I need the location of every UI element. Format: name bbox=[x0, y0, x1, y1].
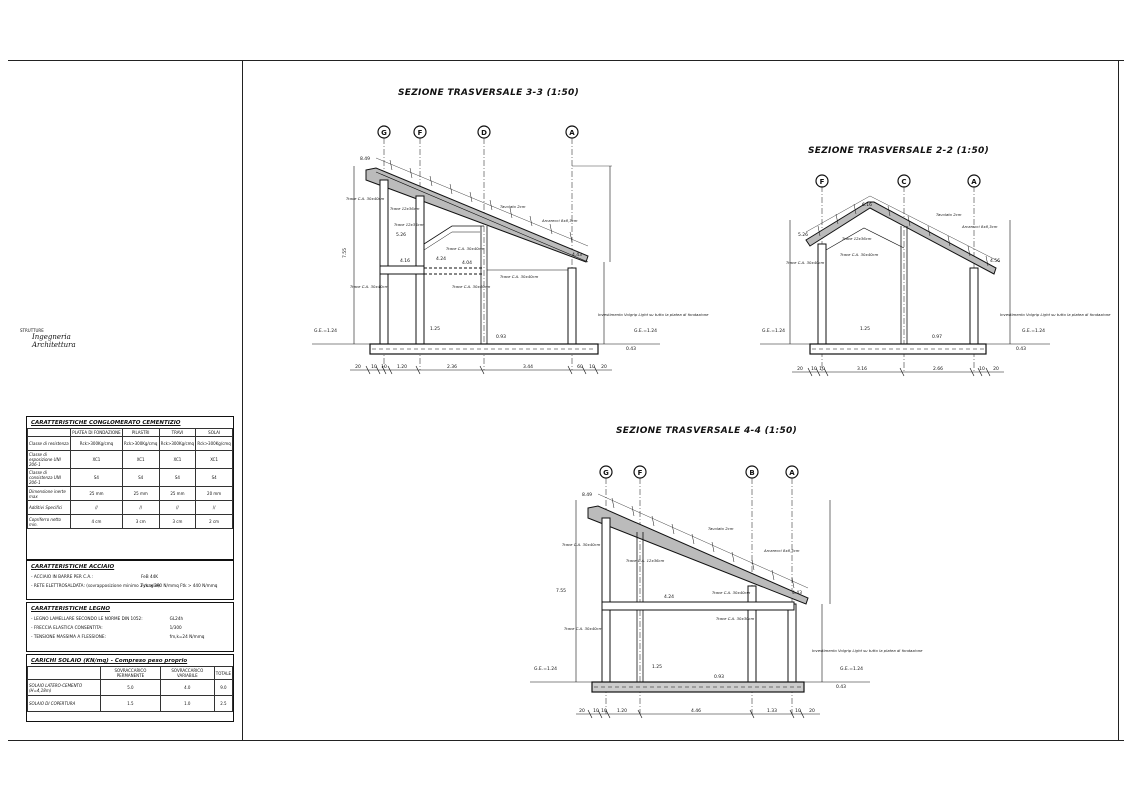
height-label: 4.43 bbox=[572, 253, 583, 258]
member-label: Trave C.A. 30x40cm bbox=[452, 284, 491, 289]
ground-elevation: G.E.=1.24 bbox=[762, 329, 785, 334]
dim-text: 20 bbox=[809, 709, 815, 714]
section-4-4-drawing bbox=[530, 466, 870, 718]
loads-col-header: TOTALE bbox=[214, 667, 232, 680]
steel-spec-line bbox=[27, 572, 233, 581]
member-label: Trave C.A. 30x40cm bbox=[562, 542, 601, 547]
member-label: Trave C.A. 30x40cm bbox=[346, 196, 385, 201]
axis-label: D bbox=[481, 129, 487, 137]
cls-cell: // bbox=[71, 501, 123, 515]
member-label: Trave 12x36cm bbox=[390, 206, 420, 211]
member-label: Trave C.A. 30x40cm bbox=[446, 246, 485, 251]
dim-text: 10 bbox=[589, 365, 595, 370]
cls-cell: 25 mm bbox=[122, 487, 159, 501]
member-label: Trave 12x36cm bbox=[842, 236, 872, 241]
dim-text: 60 bbox=[577, 365, 583, 370]
section-4-4-title: SEZIONE TRASVERSALE 4-4 (1:50) bbox=[616, 426, 797, 436]
height-label: 7.55 bbox=[343, 247, 348, 258]
member-label: Trave C.A. 30x40cm bbox=[712, 590, 751, 595]
cls-col-header bbox=[28, 429, 71, 437]
member-label: Trave C.A. 30x40cm bbox=[840, 252, 879, 257]
dim-text: 10 bbox=[819, 367, 825, 372]
section-2-2-drawing bbox=[760, 175, 1050, 376]
cls-cell: 3 cm bbox=[122, 515, 159, 529]
cls-cell: Rck>300Kg/cmq bbox=[122, 437, 159, 451]
spec-key: - FRECCIA ELASTICA CONSENTITA: bbox=[31, 625, 103, 630]
loads-spec-title: CARICHI SOLAIO (KN/mq) - Compreso peso proprio bbox=[31, 658, 188, 664]
member-label: Arcarecci 8x8,3cm bbox=[962, 224, 998, 229]
dim-text: 20 bbox=[355, 365, 361, 370]
loads-spec-box bbox=[26, 654, 234, 722]
height-label: 6.16 bbox=[862, 203, 873, 208]
member-label: Tavolato 2cm bbox=[500, 204, 526, 209]
cls-cell: 3 cm bbox=[159, 515, 196, 529]
cls-cell: S4 bbox=[196, 469, 233, 487]
loads-cell: 9.0 bbox=[214, 680, 232, 696]
height-label: 4.56 bbox=[990, 259, 1001, 264]
cls-col-header: PILASTRI bbox=[122, 429, 159, 437]
spec-key: - RETE ELETTROSALDATA: (sovrapposizione minimo 2 maglie) bbox=[31, 583, 160, 588]
cls-cell: XC1 bbox=[122, 451, 159, 469]
cls-row-label: Classe di resistenza bbox=[28, 437, 71, 451]
wood-spec-box bbox=[26, 602, 234, 652]
loads-spec-table bbox=[27, 666, 233, 712]
spec-key: - ACCIAIO IN BARRE PER C.A.: bbox=[31, 574, 93, 579]
section-3-3-drawing bbox=[312, 126, 660, 374]
loads-cell: 5.0 bbox=[101, 680, 161, 696]
member-label: Trave C.A. 30x40cm bbox=[786, 260, 825, 265]
cls-cell: XC1 bbox=[159, 451, 196, 469]
cls-row-label: Classe di consistenza UNI 206-1 bbox=[28, 469, 71, 487]
wood-spec-title: CARATTERISTICHE LEGNO bbox=[31, 606, 111, 612]
cls-col-header: TRAVI bbox=[159, 429, 196, 437]
height-label: 0.93 bbox=[496, 335, 507, 340]
spec-value: FeB 44K bbox=[141, 574, 159, 579]
cls-cell: 2 cm bbox=[196, 515, 233, 529]
height-label: 4.16 bbox=[400, 259, 411, 264]
dim-text: 10 bbox=[371, 365, 377, 370]
cls-col-header: SOLAI bbox=[196, 429, 233, 437]
cls-cell: // bbox=[122, 501, 159, 515]
section-2-2-title: SEZIONE TRASVERSALE 2-2 (1:50) bbox=[808, 146, 989, 156]
section-3-3-title: SEZIONE TRASVERSALE 3-3 (1:50) bbox=[398, 88, 579, 98]
member-label: Trave C.A. 30x40cm bbox=[500, 274, 539, 279]
dim-text: 10 bbox=[601, 709, 607, 714]
dim-text: 10 bbox=[381, 365, 387, 370]
axis-label: G bbox=[381, 129, 387, 137]
member-label: Investimento Volgrip Light su tutto la platea di fondazione bbox=[1000, 312, 1111, 317]
height-label: 4.24 bbox=[664, 595, 675, 600]
steel-spec-title: CARATTERISTICHE ACCIAIO bbox=[31, 564, 115, 570]
steel-spec-line bbox=[27, 581, 233, 590]
height-label: 1.25 bbox=[652, 665, 663, 670]
member-label: Tavolato 2cm bbox=[708, 526, 734, 531]
height-label: 8.49 bbox=[582, 493, 593, 498]
ground-elevation: G.E.=1.24 bbox=[634, 329, 657, 334]
height-label: 4.04 bbox=[462, 261, 473, 266]
spec-key: - LEGNO LAMELLARE SECONDO LE NORME DIN 1052: bbox=[31, 616, 143, 621]
axis-label: A bbox=[971, 178, 977, 186]
member-label: Investimento Volgrip Light su tutto la platea di fondazione bbox=[812, 648, 923, 653]
axis-label: A bbox=[789, 469, 795, 477]
spec-value: Fyk > 390 N/mmq Ftk > 440 N/mmq bbox=[141, 583, 218, 588]
height-label: 0.43 bbox=[836, 685, 847, 690]
cls-cell: Rck>300Kg/cmq bbox=[71, 437, 123, 451]
wood-spec-line bbox=[27, 632, 233, 641]
height-label: 5.26 bbox=[798, 233, 809, 238]
member-label: Investimento Volgrip Light su tutto la platea di fondazione bbox=[598, 312, 709, 317]
dim-text: 10 bbox=[593, 709, 599, 714]
ground-elevation: G.E.=1.24 bbox=[534, 667, 557, 672]
loads-col-header bbox=[28, 667, 101, 680]
height-label: 5.26 bbox=[396, 233, 407, 238]
height-label: 7.55 bbox=[556, 589, 567, 594]
cls-row-label: Additivi Specifici bbox=[28, 501, 71, 515]
axis-label: F bbox=[819, 178, 825, 186]
height-label: 4.43 bbox=[792, 591, 803, 596]
member-label: Trave C.A. 30x40cm bbox=[564, 626, 603, 631]
ground-elevation: G.E.=1.24 bbox=[1022, 329, 1045, 334]
dim-text: 1.20 bbox=[396, 365, 408, 370]
dim-text: 20 bbox=[601, 365, 607, 370]
firm-logo-line1: Ingegneria bbox=[32, 333, 71, 341]
cls-cell: // bbox=[159, 501, 196, 515]
steel-spec-box bbox=[26, 560, 234, 600]
height-label: 1.25 bbox=[430, 327, 441, 332]
loads-col-header: SOVRACCARICO PERMANENTE bbox=[101, 667, 161, 680]
ground-elevation: G.E.=1.24 bbox=[314, 329, 337, 334]
cls-spec-table bbox=[27, 428, 233, 529]
member-label: Trave C.A. 30x30cm bbox=[716, 616, 755, 621]
cls-cell: Rck>300Kg/cmq bbox=[159, 437, 196, 451]
dim-text: 4.46 bbox=[690, 709, 702, 714]
loads-col-header: SOVRACCARICO VARIABILE bbox=[160, 667, 214, 680]
cls-row-label: Dimensione inerte max bbox=[28, 487, 71, 501]
firm-logo-line2: Architettura bbox=[32, 341, 76, 349]
axis-label: F bbox=[637, 469, 643, 477]
cls-cell: Rck>300Kg/cmq bbox=[196, 437, 233, 451]
cls-spec-title: CARATTERISTICHE CONGLOMERATO CEMENTIZIO bbox=[31, 420, 181, 426]
cls-cell: // bbox=[196, 501, 233, 515]
cls-cell: 20 mm bbox=[196, 487, 233, 501]
dim-text: 1.20 bbox=[616, 709, 628, 714]
cls-cell: 25 mm bbox=[71, 487, 123, 501]
member-label: Tavolato 2cm bbox=[936, 212, 962, 217]
member-label: Trave 12x36cm bbox=[394, 222, 424, 227]
member-label: Trave C.A. 30x40cm bbox=[350, 284, 389, 289]
axis-label: F bbox=[417, 129, 423, 137]
cls-row-label: Classe di esposizione UNI 206-1 bbox=[28, 451, 71, 469]
dim-text: 10 bbox=[795, 709, 801, 714]
loads-cell: 4.0 bbox=[160, 680, 214, 696]
cls-row-label: Copriferro netto min. bbox=[28, 515, 71, 529]
dim-text: 2.66 bbox=[932, 367, 944, 372]
spec-value: 1/300 bbox=[169, 625, 182, 630]
spec-value: fm,k=24 N/mmq bbox=[169, 634, 205, 639]
cls-col-header: PLATEA DI FONDAZIONE bbox=[72, 430, 121, 435]
height-label: 1.25 bbox=[860, 327, 871, 332]
loads-row-label: SOLAIO LATERO-CEMENTO (H=4,18m) bbox=[28, 680, 101, 696]
ground-elevation: G.E.=1.24 bbox=[840, 667, 863, 672]
cls-cell: XC1 bbox=[196, 451, 233, 469]
cls-cell: S4 bbox=[122, 469, 159, 487]
spec-key: - TENSIONE MASSIMA A FLESSIONE: bbox=[31, 634, 106, 639]
dim-text: 3.44 bbox=[522, 365, 534, 370]
height-label: 0.43 bbox=[626, 347, 637, 352]
axis-label: A bbox=[569, 129, 575, 137]
dim-text: 10 bbox=[811, 367, 817, 372]
axis-label: G bbox=[603, 469, 609, 477]
dim-text: 20 bbox=[993, 367, 999, 372]
wood-spec-line bbox=[27, 614, 233, 623]
dim-text: 10 bbox=[979, 367, 985, 372]
title-block-header: STRUTTURE bbox=[20, 328, 44, 333]
cls-cell: 4 cm bbox=[71, 515, 123, 529]
cls-spec-box bbox=[26, 416, 234, 560]
wood-spec-line bbox=[27, 623, 233, 632]
cls-cell: S4 bbox=[159, 469, 196, 487]
loads-cell: 1.0 bbox=[160, 696, 214, 712]
cls-cell: XC1 bbox=[71, 451, 123, 469]
dim-text: 2.36 bbox=[446, 365, 458, 370]
height-label: 4.24 bbox=[436, 257, 447, 262]
title-block bbox=[20, 328, 80, 349]
dim-text: 1.33 bbox=[766, 709, 778, 714]
dim-text: 3.16 bbox=[856, 367, 868, 372]
dim-text: 20 bbox=[579, 709, 585, 714]
loads-cell: 2.5 bbox=[214, 696, 232, 712]
axis-label: B bbox=[749, 469, 755, 477]
spec-value: GL24h bbox=[169, 616, 184, 621]
axis-label: C bbox=[901, 178, 907, 186]
cls-cell: S4 bbox=[71, 469, 123, 487]
loads-cell: 1.5 bbox=[101, 696, 161, 712]
dim-text: 20 bbox=[797, 367, 803, 372]
height-label: 8.49 bbox=[360, 157, 371, 162]
member-label: Trave C.A. 12x36cm bbox=[626, 558, 665, 563]
height-label: 0.97 bbox=[932, 335, 943, 340]
member-label: Arcarecci 8x8,3cm bbox=[542, 218, 578, 223]
loads-row-label: SOLAIO DI COPERTURA bbox=[28, 696, 101, 712]
height-label: 0.93 bbox=[714, 675, 725, 680]
height-label: 0.43 bbox=[1016, 347, 1027, 352]
member-label: Arcarecci 8x8,3cm bbox=[764, 548, 800, 553]
cls-cell: 25 mm bbox=[159, 487, 196, 501]
